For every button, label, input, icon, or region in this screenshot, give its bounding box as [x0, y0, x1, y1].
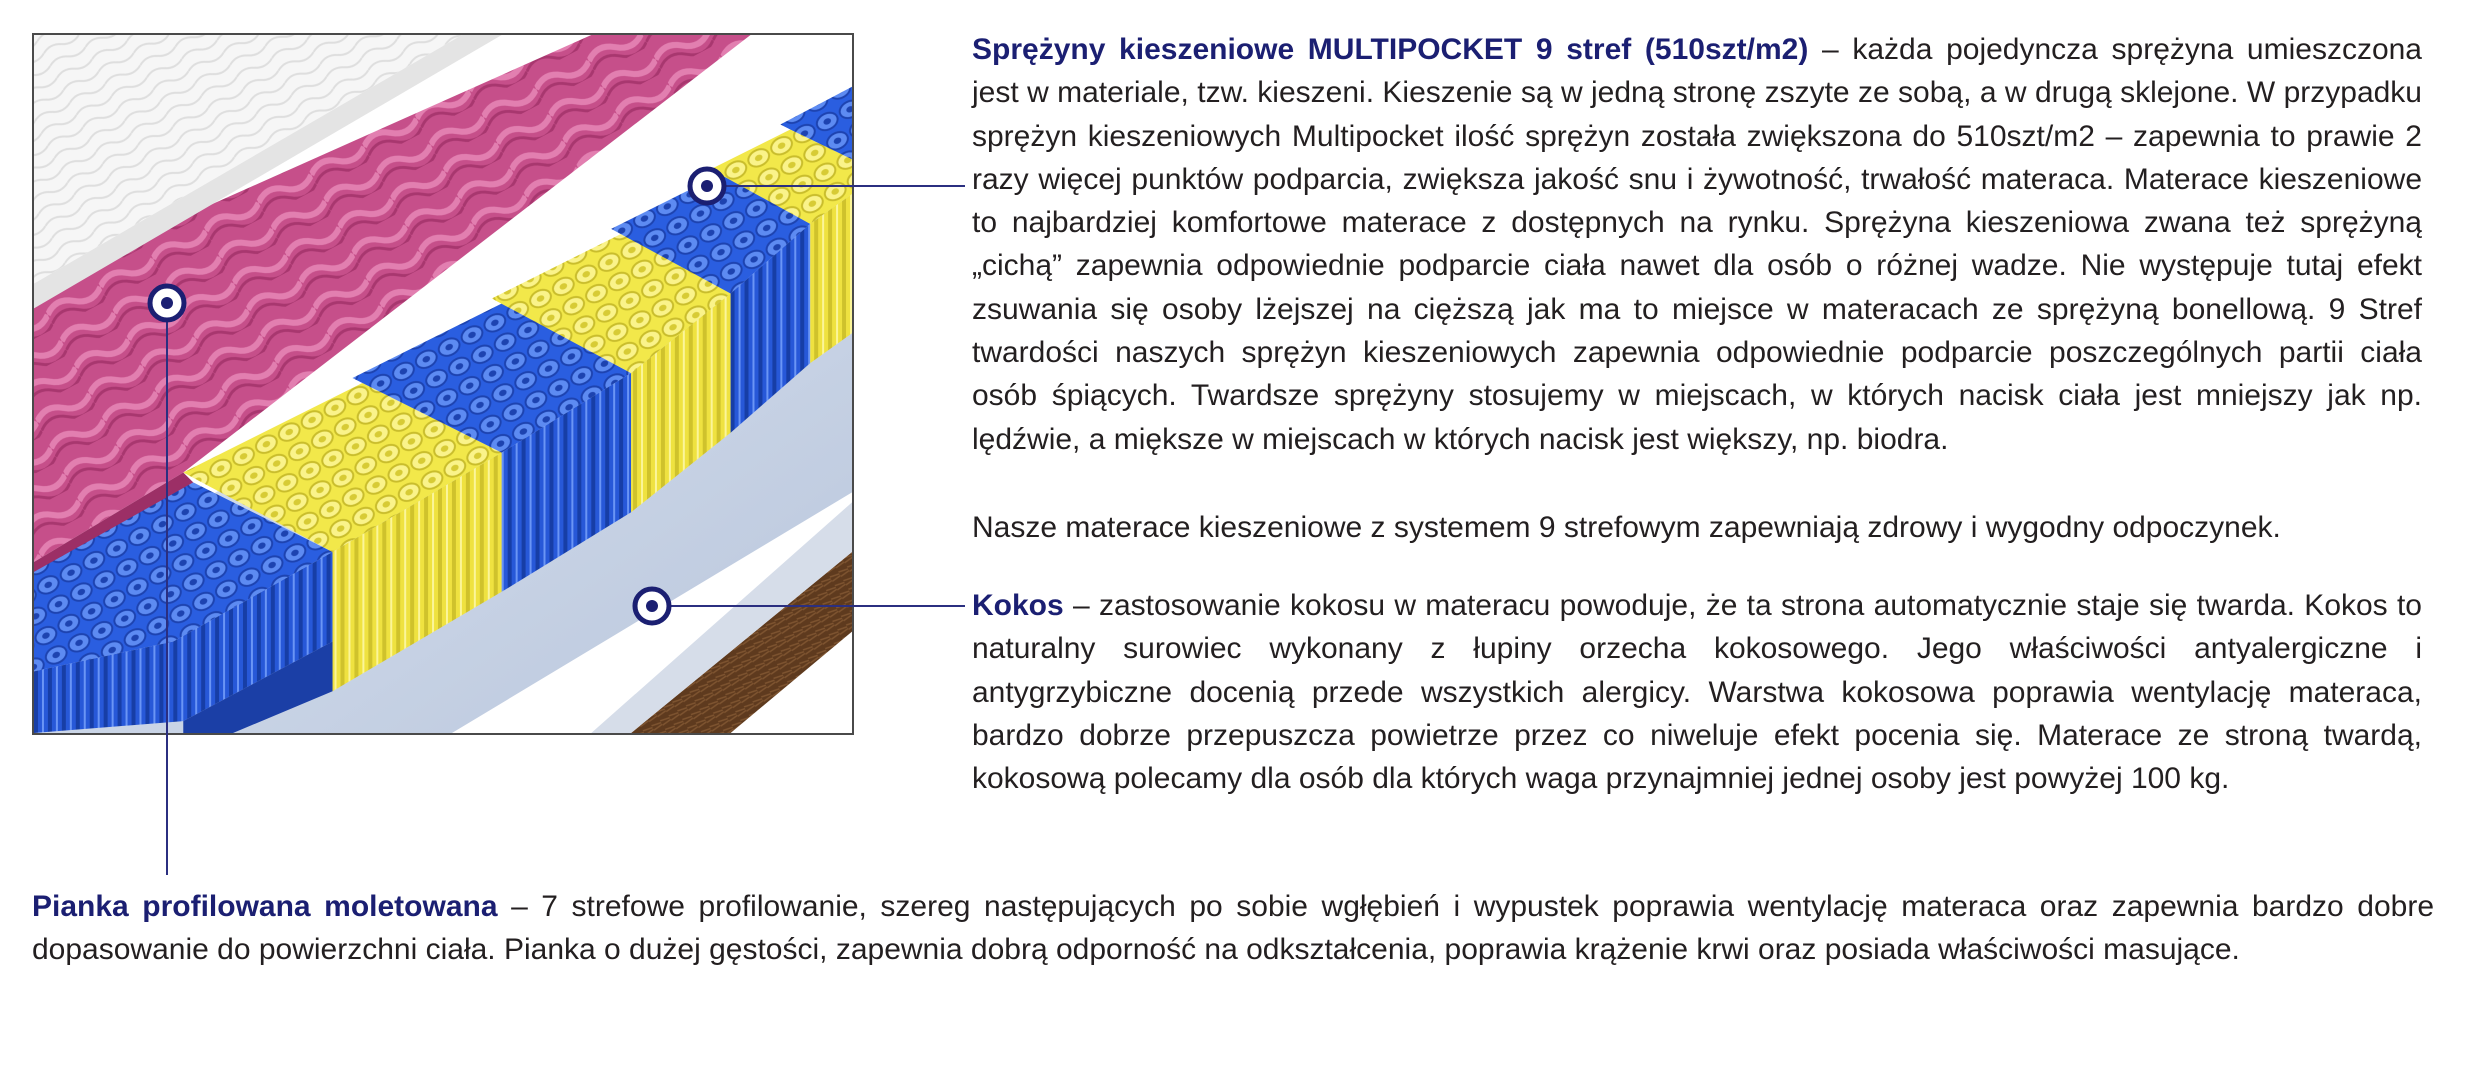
coconut-heading: Kokos [972, 589, 1064, 622]
coconut-body: – zastosowanie kokosu w materacu powoduje, że ta strona automatycznie staje się twarda. Kokos to naturalny surowiec wykonany z łupiny orzecha kokosowego. Jego właściwości antyalergiczne i antygrzybiczne docenią przede wszystkich alergicy. Warstwa kokosowa poprawia wentylację materaca, bardzo dobrze przepuszcza powietrze przez co niweluje efekt pocenia się. Materace ze stroną twardą, kokosową polecamy dla osób dla których waga przynajmniej jednej osoby jest powyżej 100 kg. [972, 589, 2422, 796]
springs-body: – każda pojedyncza sprężyna umieszczona jest w materiale, tzw. kieszeni. Kieszenie są w jedną stronę zszyte ze sobą, a w drugą sklejone. W przypadku sprężyn kieszeniowych Multipocket ilość sprężyn została zwiększona do 510szt/m2 – zapewnia to prawie 2 razy więcej punktów podparcia, zwiększa jakość snu i żywotność, trwałość materaca. Materace kieszeniowe to najbardziej komfortowe materace z dostępnych na rynku. Sprężyna kieszeniowa zwana też sprężyną „cichą” zapewnia odpowiednie podparcie ciała nawet dla osób o różnej wadze. Nie występuje tutaj efekt zsuwania się osoby lżejszej na cięższą jak ma to miejsce w materacach ze sprężyną bonellową. 9 Stref twardości naszych sprężyn kieszeniowych zapewnia odpowiednie podparcie poszczególnych partii ciała osób śpiących. Twardsze sprężyny stosujemy w miejscach, w których nacisk ciała jest mniejszy jak np. lędźwie, a miększe w miejscach w których nacisk jest większy, np. biodra. [972, 33, 2422, 456]
foam-heading: Pianka profilowana moletowana [32, 890, 498, 923]
foam-body: – 7 strefowe profilowanie, szereg następujących po sobie wgłębień i wypustek poprawia wentylację materaca oraz zapewnia bardzo dobre dopasowanie do powierzchni ciała. Pianka o dużej gęstości, zapewnia dobrą odporność na odkształcenia, poprawia krążenie krwi oraz posiada właściwości masujące. [32, 890, 2435, 967]
mattress-illustration [34, 35, 852, 733]
coconut-description [972, 584, 2422, 800]
mattress-cross-section-image [32, 33, 854, 735]
foam-description [32, 885, 2434, 972]
springs-summary: Nasze materace kieszeniowe z systemem 9 strefowym zapewniają zdrowy i wygodny odpoczynek. [972, 511, 2281, 544]
springs-description [972, 28, 2422, 461]
springs-heading: Sprężyny kieszeniowe MULTIPOCKET 9 stref (510szt/m2) [972, 33, 1809, 66]
